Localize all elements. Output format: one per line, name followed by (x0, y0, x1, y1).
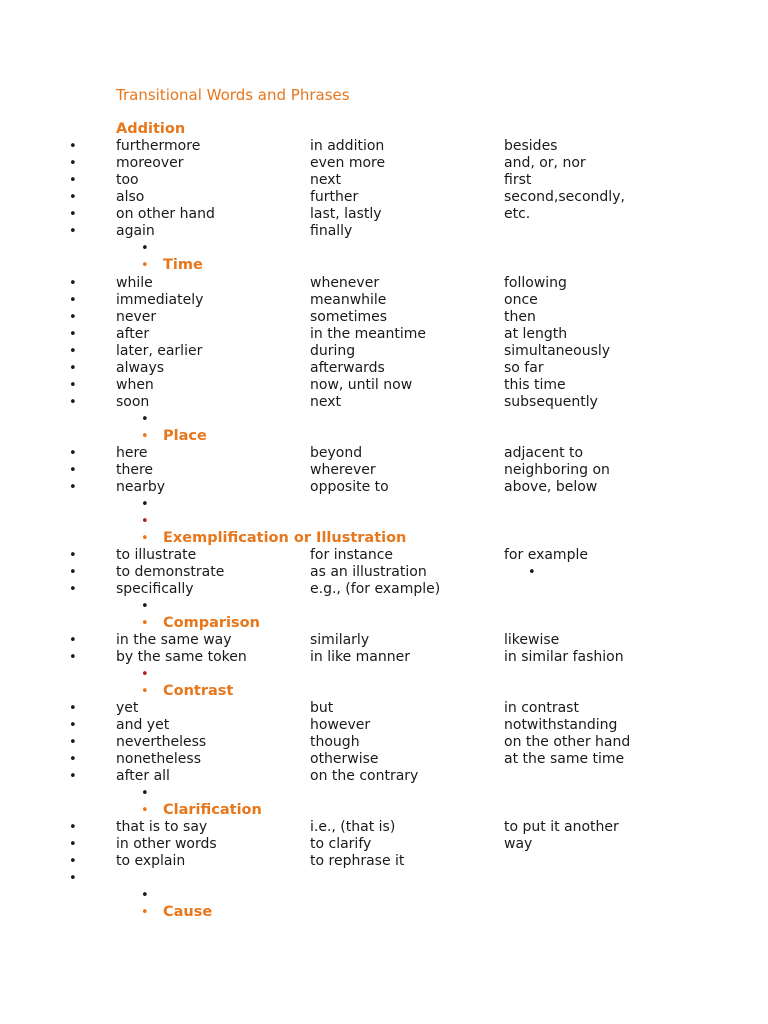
cell-col1: there (116, 462, 154, 478)
list-item (0, 292, 768, 309)
cell-col3: first (504, 172, 532, 188)
empty-sub-bullet-line (0, 598, 768, 615)
section-heading-line (0, 904, 768, 921)
cell-col2: beyond (310, 445, 363, 461)
bullet: • (69, 395, 77, 410)
cell-col2: during (310, 343, 356, 359)
list-item (0, 632, 768, 649)
list-item (0, 189, 768, 206)
list-item (0, 734, 768, 751)
section-heading-place: Place (163, 428, 207, 444)
bullet: • (69, 718, 77, 733)
cell-col2: to clarify (310, 836, 372, 852)
bullet: • (69, 820, 77, 835)
cell-col3: second,secondly, (504, 189, 625, 205)
bullet: • (141, 497, 149, 512)
bullet: • (141, 684, 149, 699)
cell-col3: this time (504, 377, 566, 393)
cell-col1: nearby (116, 479, 165, 495)
bullet: • (141, 258, 149, 273)
cell-col2: afterwards (310, 360, 385, 376)
list-item (0, 581, 768, 598)
cell-col2: e.g., (for example) (310, 581, 441, 597)
section-heading-exemplification: Exemplification or Illustration (163, 530, 407, 546)
cell-col1: yet (116, 700, 139, 716)
bullet: • (141, 905, 149, 920)
section-heading-addition: Addition (116, 121, 186, 137)
section-heading-line (0, 257, 768, 274)
list-item (0, 649, 768, 666)
cell-col3: etc. (504, 206, 531, 222)
cell-col3: so far (504, 360, 544, 376)
cell-col3: likewise (504, 632, 560, 648)
cell-col1: when (116, 377, 154, 393)
cell-col1: in other words (116, 836, 217, 852)
cell-col3: following (504, 275, 567, 291)
bullet: • (141, 531, 149, 546)
cell-col3: above, below (504, 479, 598, 495)
list-item (0, 155, 768, 172)
cell-col1: too (116, 172, 139, 188)
list-item (0, 870, 768, 887)
list-item (0, 377, 768, 394)
cell-col1: moreover (116, 155, 184, 171)
cell-col1: while (116, 275, 153, 291)
cell-col1: to illustrate (116, 547, 197, 563)
bullet: • (69, 378, 77, 393)
cell-col2: in the meantime (310, 326, 426, 342)
list-item (0, 394, 768, 411)
bullet: • (141, 599, 149, 614)
list-item (0, 343, 768, 360)
empty-sub-bullet-line (0, 785, 768, 802)
list-item (0, 853, 768, 870)
bullet: • (69, 293, 77, 308)
empty-sub-bullet-line (0, 666, 768, 683)
bullet: • (141, 786, 149, 801)
cell-col1: always (116, 360, 165, 376)
cell-col2: though (310, 734, 360, 750)
cell-col2: whenever (310, 275, 380, 291)
section-heading-cause: Cause (163, 904, 213, 920)
list-item (0, 479, 768, 496)
bullet: • (69, 854, 77, 869)
cell-col2: finally (310, 223, 353, 239)
section-heading-line (0, 121, 768, 138)
cell-col1: here (116, 445, 148, 461)
cell-col2: for instance (310, 547, 394, 563)
cell-col3: notwithstanding (504, 717, 618, 733)
bullet: • (141, 616, 149, 631)
cell-col3: and, or, nor (504, 155, 586, 171)
bullet: • (69, 548, 77, 563)
cell-col2: to rephrase it (310, 853, 405, 869)
bullet: • (69, 565, 77, 580)
cell-col1: to demonstrate (116, 564, 225, 580)
bullet: • (69, 582, 77, 597)
cell-col1: in the same way (116, 632, 232, 648)
section-heading-line (0, 615, 768, 632)
section-heading-time: Time (163, 257, 203, 273)
cell-col3: simultaneously (504, 343, 611, 359)
empty-sub-bullet-line (0, 411, 768, 428)
cell-col3: in contrast (504, 700, 579, 716)
list-item (0, 836, 768, 853)
cell-col3: in similar fashion (504, 649, 624, 665)
title-line (0, 87, 768, 104)
section-heading-contrast: Contrast (163, 683, 234, 699)
section-heading-line (0, 530, 768, 547)
list-item (0, 768, 768, 785)
cell-col3: to put it another (504, 819, 619, 835)
cell-col1: specifically (116, 581, 194, 597)
cell-col2: next (310, 394, 342, 410)
bullet: • (69, 650, 77, 665)
cell-col2: opposite to (310, 479, 389, 495)
cell-col3: at length (504, 326, 568, 342)
cell-col3: for example (504, 547, 588, 563)
list-item (0, 547, 768, 564)
bullet: • (69, 701, 77, 716)
cell-col3: besides (504, 138, 558, 154)
bullet: • (69, 769, 77, 784)
cell-col1: again (116, 223, 155, 239)
cell-col1: to explain (116, 853, 186, 869)
cell-col2: in addition (310, 138, 385, 154)
cell-col1: after (116, 326, 150, 342)
bullet: • (141, 667, 149, 682)
cell-col1: and yet (116, 717, 170, 733)
cell-col1: furthermore (116, 138, 201, 154)
cell-col1: nonetheless (116, 751, 201, 767)
cell-col2: even more (310, 155, 386, 171)
cell-col1: after all (116, 768, 170, 784)
list-item (0, 206, 768, 223)
cell-col1: soon (116, 394, 150, 410)
bullet: • (69, 446, 77, 461)
empty-sub-bullet-line (0, 240, 768, 257)
bullet: • (69, 344, 77, 359)
section-heading-clarification: Clarification (163, 802, 262, 818)
section-heading-line (0, 428, 768, 445)
bullet: • (141, 888, 149, 903)
cell-col3: once (504, 292, 538, 308)
bullet: • (141, 803, 149, 818)
list-item (0, 462, 768, 479)
cell-col1: immediately (116, 292, 204, 308)
cell-col1: by the same token (116, 649, 247, 665)
list-item (0, 717, 768, 734)
list-item (0, 309, 768, 326)
cell-col1: on other hand (116, 206, 215, 222)
list-item (0, 326, 768, 343)
cell-col2: now, until now (310, 377, 413, 393)
bullet: • (141, 412, 149, 427)
section-heading-line (0, 802, 768, 819)
cell-col1: also (116, 189, 145, 205)
bullet: • (69, 190, 77, 205)
bullet: • (69, 871, 77, 886)
list-item (0, 700, 768, 717)
cell-col1: later, earlier (116, 343, 203, 359)
bullet: • (69, 173, 77, 188)
page-title: Transitional Words and Phrases (116, 86, 350, 104)
cell-col3: subsequently (504, 394, 598, 410)
cell-col2: on the contrary (310, 768, 419, 784)
cell-col2: but (310, 700, 334, 716)
cell-col2: as an illustration (310, 564, 427, 580)
list-item (0, 223, 768, 240)
bullet: • (69, 276, 77, 291)
cell-col2: in like manner (310, 649, 410, 665)
cell-col2: next (310, 172, 342, 188)
empty-sub-bullet-line (0, 496, 768, 513)
cell-col1: that is to say (116, 819, 208, 835)
bullet: • (69, 327, 77, 342)
bullet: • (69, 837, 77, 852)
empty-sub-bullet-line (0, 887, 768, 904)
bullet: • (69, 361, 77, 376)
list-item (0, 360, 768, 377)
bullet: • (69, 139, 77, 154)
bullet: • (69, 207, 77, 222)
section-heading-line (0, 683, 768, 700)
bullet: • (69, 310, 77, 325)
list-item (0, 564, 768, 581)
cell-col1: never (116, 309, 157, 325)
bullet: • (69, 752, 77, 767)
empty-sub-bullet-line (0, 513, 768, 530)
bullet: • (69, 463, 77, 478)
list-item (0, 751, 768, 768)
bullet: • (69, 224, 77, 239)
bullet: • (69, 735, 77, 750)
bullet: • (69, 480, 77, 495)
list-item (0, 138, 768, 155)
bullet: • (69, 633, 77, 648)
bullet: • (528, 565, 536, 580)
cell-col2: wherever (310, 462, 376, 478)
cell-col2: last, lastly (310, 206, 382, 222)
cell-col2: meanwhile (310, 292, 387, 308)
cell-col1: nevertheless (116, 734, 207, 750)
cell-col3: way (504, 836, 533, 852)
cell-col3: at the same time (504, 751, 625, 767)
cell-col2: however (310, 717, 371, 733)
cell-col2: further (310, 189, 359, 205)
bullet: • (141, 514, 149, 529)
cell-col3: adjacent to (504, 445, 584, 461)
cell-col3: neighboring on (504, 462, 610, 478)
bullet: • (69, 156, 77, 171)
list-item (0, 445, 768, 462)
bullet: • (141, 241, 149, 256)
cell-col2: similarly (310, 632, 370, 648)
bullet: • (141, 429, 149, 444)
cell-col3: on the other hand (504, 734, 631, 750)
list-item (0, 172, 768, 189)
list-item (0, 819, 768, 836)
cell-col2: otherwise (310, 751, 379, 767)
cell-col2: sometimes (310, 309, 388, 325)
cell-col2: i.e., (that is) (310, 819, 396, 835)
section-heading-comparison: Comparison (163, 615, 260, 631)
cell-col3: then (504, 309, 536, 325)
list-item (0, 275, 768, 292)
